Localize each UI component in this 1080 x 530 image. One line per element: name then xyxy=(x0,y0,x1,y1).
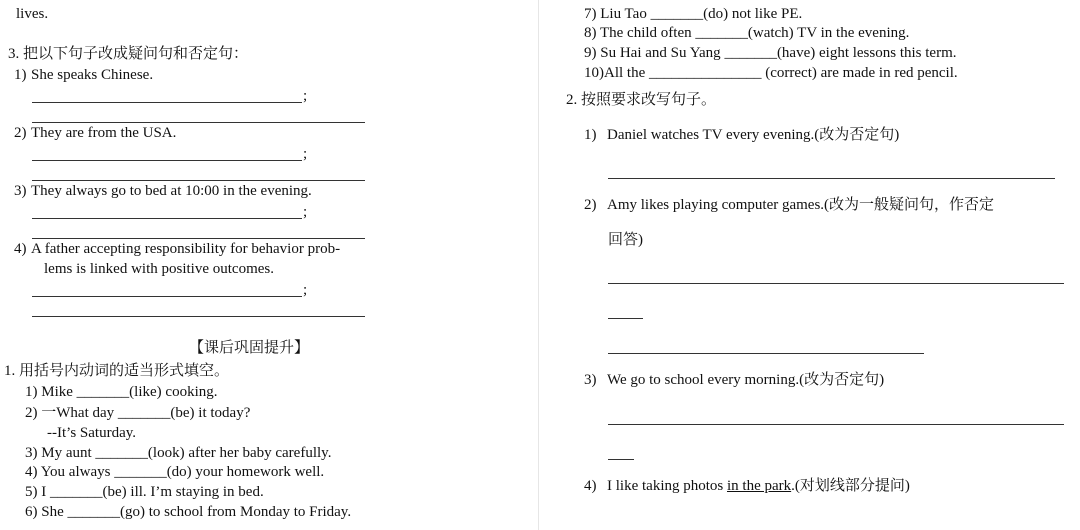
item-text: (look) after her baby carefully. xyxy=(147,445,332,461)
item-number: 6) xyxy=(25,504,38,520)
section3-item-3-text: They always go to bed at 10:00 in the evening. xyxy=(31,183,312,199)
section3-item-2-number: 2) xyxy=(14,125,27,141)
fill-item xyxy=(584,7,802,22)
item-text: She xyxy=(41,504,68,520)
answer-line xyxy=(32,218,302,219)
blank: _______ xyxy=(95,445,148,461)
section3-item-1-number: 1) xyxy=(14,67,27,83)
item-text: The child often xyxy=(599,25,696,41)
fill-item xyxy=(25,505,351,520)
section3-item-4-number: 4) xyxy=(14,241,27,257)
item-number: 7) xyxy=(584,6,597,22)
rewrite-item-4-text xyxy=(607,479,910,494)
rewrite-item-2-text-cont: 回答) xyxy=(608,232,643,248)
answer-line xyxy=(32,102,302,103)
item-number: 8) xyxy=(584,25,597,41)
item-number: 4) xyxy=(25,464,38,480)
semicolon: ; xyxy=(303,146,308,162)
blank: _______ xyxy=(650,6,704,22)
item-text: 一What day xyxy=(41,405,118,421)
rewrite-item-1-text: Daniel watches TV every evening.(改为否定句) xyxy=(607,127,900,143)
rewrite-item-3-text: We go to school every morning.(改为否定句) xyxy=(607,372,885,388)
fill-item xyxy=(25,485,264,500)
fill-item-answer xyxy=(47,426,136,441)
answer-line xyxy=(32,122,365,123)
blank: _______ xyxy=(724,45,777,61)
section3-item-1-text: She speaks Chinese. xyxy=(31,67,154,83)
item-text: You always xyxy=(40,464,115,480)
blank: _______ xyxy=(50,484,103,500)
fill-item xyxy=(584,66,958,81)
fill-item xyxy=(25,465,324,480)
item-number: 2) xyxy=(25,405,38,421)
semicolon: ; xyxy=(303,204,308,220)
item-text: (watch) TV in the evening. xyxy=(747,25,910,41)
item-text: (correct) are made in red pencil. xyxy=(761,65,958,81)
answer-line xyxy=(32,296,302,297)
answer-line xyxy=(608,318,643,319)
fill-item xyxy=(25,406,250,421)
item-text: .(对划线部分提问) xyxy=(791,478,910,494)
fill-item xyxy=(25,385,217,400)
rewrite-item-4-number: 4) xyxy=(584,478,597,494)
question-2-title: 2. 按照要求改写句子。 xyxy=(566,92,717,108)
item-number: 3) xyxy=(25,445,38,461)
item-text: Liu Tao xyxy=(600,6,651,22)
answer-line xyxy=(32,238,365,239)
item-text: Mike xyxy=(41,384,77,400)
blank: _______ xyxy=(67,504,120,520)
blank: _______ xyxy=(117,405,171,421)
item-text: I like taking photos xyxy=(607,478,727,494)
fill-item xyxy=(584,26,909,41)
after-class-heading: 【课后巩固提升】 xyxy=(189,340,310,356)
blank: _______ xyxy=(76,384,130,400)
item-text: --It’s Saturday. xyxy=(47,425,137,441)
item-text: Su Hai and Su Yang xyxy=(600,45,725,61)
item-number: 5) xyxy=(25,484,38,500)
section3-item-2-text: They are from the USA. xyxy=(31,125,177,141)
item-number: 9) xyxy=(584,45,597,61)
section3-title: 3. 把以下句子改成疑问句和否定句： xyxy=(8,46,249,62)
rewrite-item-2-number: 2) xyxy=(584,197,597,213)
underlined-phrase: in the park xyxy=(727,478,792,494)
section3-item-4-text: A father accepting responsibility for behavior prob- xyxy=(31,241,341,257)
rewrite-item-2-text: Amy likes playing computer games.(改为一般疑问句，作否定 xyxy=(607,197,995,213)
item-text: (like) cooking. xyxy=(129,384,218,400)
fill-item xyxy=(584,46,956,61)
fill-item xyxy=(25,446,331,461)
answer-line xyxy=(32,180,365,181)
item-number: 10) xyxy=(584,65,604,81)
answer-line xyxy=(608,353,924,354)
question-1-title: 1. 用括号内动词的适当形式填空。 xyxy=(4,363,230,379)
item-text: All the xyxy=(604,65,649,81)
blank: _______ xyxy=(695,25,748,41)
carryover-text: lives. xyxy=(16,6,49,22)
answer-line xyxy=(32,316,365,317)
item-text: I xyxy=(41,484,50,500)
rewrite-item-1-number: 1) xyxy=(584,127,597,143)
answer-line xyxy=(608,424,1064,425)
section3-item-3-number: 3) xyxy=(14,183,27,199)
section3-item-4-text-cont: lems is linked with positive outcomes. xyxy=(44,261,274,277)
column-divider xyxy=(538,0,539,530)
answer-line xyxy=(608,178,1055,179)
item-text: (do) not like PE. xyxy=(703,6,803,22)
answer-line xyxy=(608,459,634,460)
answer-line xyxy=(608,283,1064,284)
item-text: My aunt xyxy=(41,445,96,461)
item-text: (be) ill. I’m staying in bed. xyxy=(102,484,264,500)
rewrite-item-3-number: 3) xyxy=(584,372,597,388)
answer-line xyxy=(32,160,302,161)
item-text: (be) it today? xyxy=(170,405,251,421)
item-text: (do) your homework well. xyxy=(166,464,325,480)
blank: _______________ xyxy=(649,65,762,81)
item-text: (have) eight lessons this term. xyxy=(776,45,957,61)
semicolon: ; xyxy=(303,282,308,298)
semicolon: ; xyxy=(303,88,308,104)
item-text: (go) to school from Monday to Friday. xyxy=(120,504,352,520)
blank: _______ xyxy=(114,464,167,480)
item-number: 1) xyxy=(25,384,38,400)
